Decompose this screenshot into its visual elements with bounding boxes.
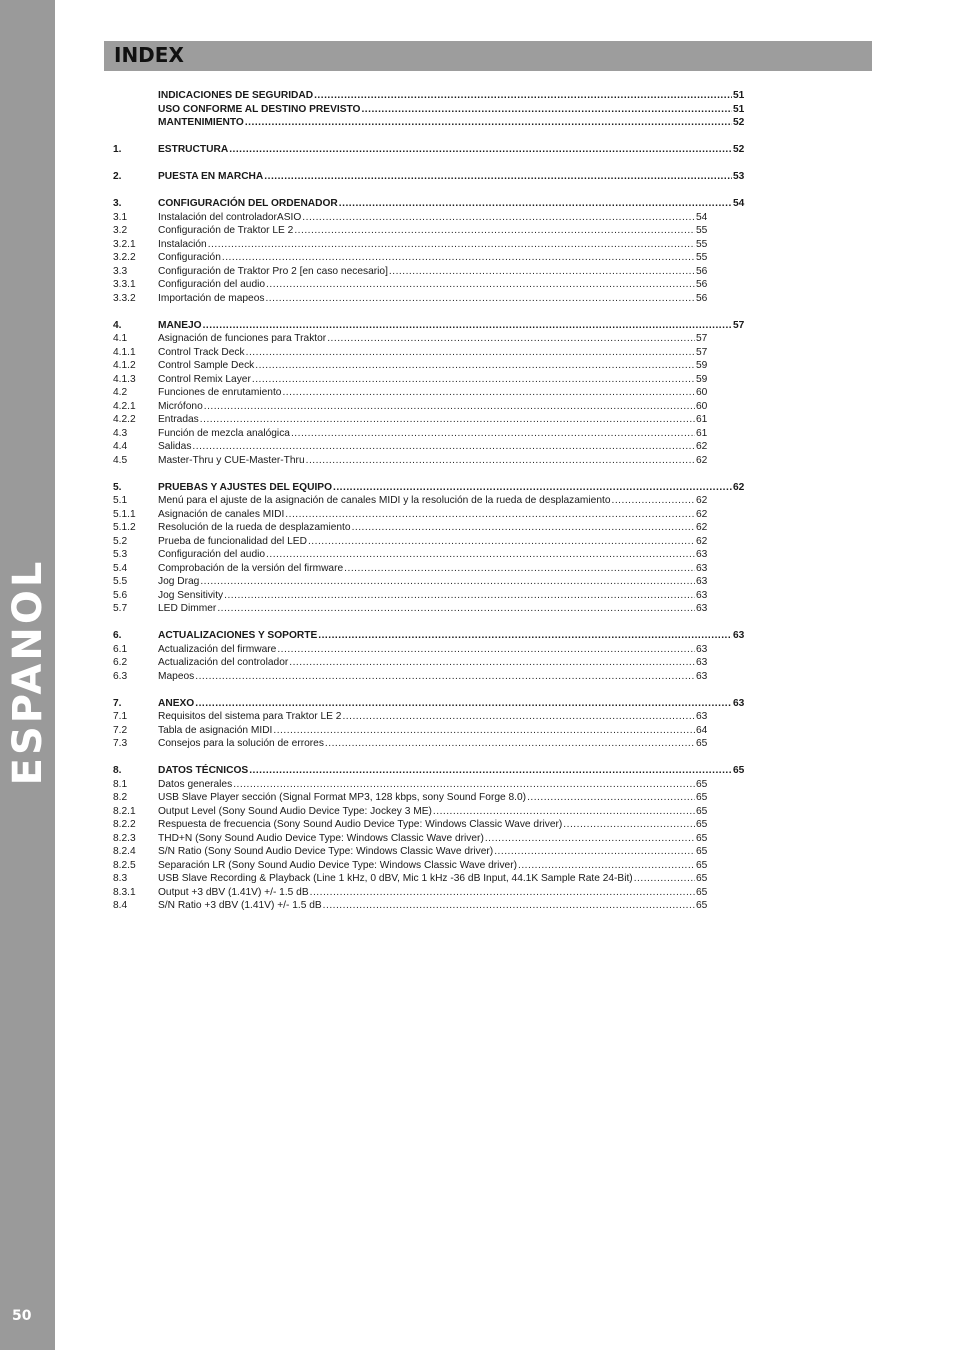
toc-entry[interactable] [113,170,753,184]
toc-dot-leader [192,440,695,454]
toc-entry[interactable] [113,859,753,873]
toc-entry-title: Tabla de asignación MIDI [158,724,273,736]
toc-entry-number: 5.6 [113,589,128,601]
toc-dot-leader [302,211,695,225]
toc-entry[interactable] [113,197,753,211]
toc-entry[interactable] [113,778,753,792]
toc-entry-page: 62 [696,535,708,547]
toc-entry-page: 63 [696,576,708,587]
toc-entry-number: 8.2.5 [113,859,136,871]
toc-dot-leader [361,103,732,117]
toc-entry-page: 65 [696,846,708,857]
toc-dot-leader [323,899,695,913]
toc-entry[interactable] [113,670,753,684]
toc-entry-page: 56 [696,279,708,290]
toc-dot-leader [200,575,695,589]
toc-entry-title: Configuración de Traktor LE 2 [158,225,294,236]
toc-entry[interactable] [113,427,753,441]
toc-entry-title: PUESTA EN MARCHA [158,171,264,182]
toc-entry[interactable] [113,103,753,117]
toc-entry[interactable] [113,818,753,832]
toc-entry-page: 63 [696,589,708,601]
toc-entry-title: CONFIGURACIÓN DEL ORDENADOR [158,198,338,209]
toc-entry-number: 8.2.4 [113,846,136,857]
toc-entry-number: 5.1.1 [113,508,136,520]
toc-entry-page: 57 [733,319,745,331]
toc-dot-leader [494,845,695,859]
toc-entry-number: 4. [113,319,122,331]
toc-entry[interactable] [113,454,753,468]
toc-entry-number: 3. [113,198,122,209]
toc-dot-leader [327,332,695,346]
toc-dot-leader [339,197,732,211]
toc-entry-number: 5.5 [113,576,128,587]
toc-entry-page: 53 [733,171,745,182]
toc-entry-page: 65 [696,900,708,911]
toc-dot-leader [285,508,695,522]
toc-entry-page: 65 [696,819,708,830]
toc-entry-title: Master-Thru y CUE-Master-Thru [158,454,305,466]
toc-entry-title: Control Track Deck [158,346,245,358]
toc-entry-page: 55 [696,225,708,236]
toc-dot-leader [527,791,695,805]
toc-entry-number: 8.2.2 [113,819,136,830]
toc-entry-title: Resolución de la rueda de desplazamiento [158,522,351,533]
toc-entry-page: 62 [696,522,708,533]
toc-entry[interactable] [113,710,753,724]
toc-entry-page: 63 [733,697,745,709]
toc-entry-number: 5.2 [113,535,128,547]
toc-dot-leader [612,494,696,508]
toc-entry-number: 7.1 [113,711,128,722]
toc-entry-title: Entradas [158,414,199,425]
toc-dot-leader [273,724,695,738]
toc-entry[interactable] [113,116,753,130]
toc-dot-leader [255,359,695,373]
toc-entry-page: 54 [696,211,708,223]
toc-entry[interactable] [113,319,753,333]
toc-entry[interactable] [113,481,753,495]
toc-entry-title: Asignación de funciones para Traktor [158,333,327,344]
toc-dot-leader [294,224,695,238]
toc-entry-title: Requisitos del sistema para Traktor LE 2 [158,711,342,722]
toc-entry-page: 62 [696,454,708,466]
toc-entry-page: 59 [696,373,708,385]
toc-entry-page: 56 [696,292,708,304]
toc-entry-title: USB Slave Player sección (Signal Format MP3, 128 kbps, sony Sound Forge 8.0) [158,792,527,803]
toc-entry-number: 8.3 [113,873,128,884]
toc-entry[interactable] [113,251,753,265]
toc-entry-page: 55 [696,238,708,250]
toc-entry[interactable] [113,373,753,387]
toc-entry-page: 57 [696,346,708,358]
toc-entry[interactable] [113,89,753,103]
toc-dot-leader [518,859,695,873]
toc-entry-page: 52 [733,144,745,155]
toc-entry-title: USO CONFORME AL DESTINO PREVISTO [158,103,361,115]
toc-entry-title: Jog Sensitivity [158,589,224,601]
toc-entry-title: ACTUALIZACIONES Y SOPORTE [158,630,318,641]
toc-entry-number: 4.2 [113,387,128,398]
toc-dot-leader [252,373,695,387]
toc-entry[interactable] [113,359,753,373]
toc-entry-title: Mapeos [158,670,195,682]
toc-entry[interactable] [113,508,753,522]
toc-entry[interactable] [113,238,753,252]
toc-entry-title: MANTENIMIENTO [158,117,244,128]
toc-entry[interactable] [113,386,753,400]
toc-dot-leader [289,656,695,670]
toc-entry-page: 62 [696,508,708,520]
toc-entry-number: 4.1.3 [113,373,136,385]
toc-dot-leader [195,697,732,711]
toc-entry-page: 54 [733,198,745,209]
toc-entry[interactable] [113,656,753,670]
toc-entry-number: 6.1 [113,643,128,655]
toc-entry[interactable] [113,224,753,238]
toc-entry[interactable] [113,643,753,657]
toc-dot-leader [204,400,695,414]
toc-entry-number: 4.4 [113,441,128,452]
toc-entry-title: Actualización del controlador [158,657,289,668]
toc-entry-page: 61 [696,427,708,439]
toc-entry[interactable] [113,292,753,306]
toc-entry-page: 63 [733,630,745,641]
toc-entry-number: 3.2 [113,225,128,236]
toc-dot-leader [485,832,695,846]
toc-dot-leader [266,278,695,292]
toc-dot-leader [333,481,732,495]
toc-entry-title: S/N Ratio +3 dBV (1.41V) +/- 1.5 dB [158,900,322,911]
toc-entry-number: 4.3 [113,427,128,439]
toc-entry-title: THD+N (Sony Sound Audio Device Type: Windows Classic Wave driver) [158,832,484,844]
toc-dot-leader [291,427,695,441]
toc-dot-leader [266,548,695,562]
toc-dot-leader [389,265,695,279]
toc-entry-title: Separación LR (Sony Sound Audio Device Type: Windows Classic Wave driver) [158,859,517,871]
toc-entry[interactable] [113,332,753,346]
toc-dot-leader [314,89,732,103]
toc-dot-leader [203,319,732,333]
toc-entry[interactable] [113,791,753,805]
toc-entry-title: Función de mezcla analógica [158,427,290,439]
toc-entry-title: Funciones de enrutamiento [158,387,282,398]
toc-dot-leader [229,143,732,157]
toc-entry-number: 8. [113,765,122,776]
toc-entry-title: Control Sample Deck [158,360,255,371]
toc-entry-title: Jog Drag [158,576,200,587]
toc-entry[interactable] [113,724,753,738]
toc-entry-number: 5. [113,481,122,493]
toc-entry-number: 4.2.1 [113,400,136,412]
toc-dot-leader [246,346,695,360]
toc-entry-number: 8.4 [113,900,128,911]
toc-entry-page: 56 [696,265,708,277]
toc-dot-leader [195,670,695,684]
toc-entry-page: 62 [696,441,708,452]
toc-entry[interactable] [113,400,753,414]
toc-entry-number: 3.3.1 [113,279,136,290]
toc-entry[interactable] [113,494,753,508]
toc-entry-page: 63 [696,549,708,560]
toc-entry-title: Importación de mapeos [158,292,265,304]
toc-entry-title: PRUEBAS Y AJUSTES DEL EQUIPO [158,481,332,493]
toc-dot-leader [264,170,732,184]
toc-entry-page: 63 [696,670,708,682]
toc-entry-title: Menú para el ajuste de la asignación de canales MIDI y la resolución de la rueda de desplazamiento [158,495,611,506]
toc-entry[interactable] [113,629,753,643]
toc-entry-page: 59 [696,360,708,371]
toc-entry[interactable] [113,278,753,292]
toc-entry-title: Configuración del audio [158,549,266,560]
toc-entry-number: 3.3 [113,265,128,277]
toc-entry-page: 65 [696,859,708,871]
toc-entry[interactable] [113,535,753,549]
toc-entry-page: 57 [696,333,708,344]
toc-entry-page: 65 [696,805,708,817]
toc-entry[interactable] [113,845,753,859]
toc-entry-page: 63 [696,643,708,655]
toc-entry[interactable] [113,440,753,454]
toc-entry-page: 60 [696,387,708,398]
toc-dot-leader [325,737,695,751]
toc-entry-title: Instalación del controladorASIO [158,211,302,223]
toc-dot-leader [344,562,695,576]
toc-dot-leader [277,643,695,657]
language-label: ESPANOL [5,558,51,786]
toc-entry-number: 3.2.1 [113,238,136,250]
toc-dot-leader [217,602,695,616]
toc-entry-page: 65 [696,778,708,790]
toc-entry-title: ANEXO [158,697,195,709]
toc-entry-title: Output +3 dBV (1.41V) +/- 1.5 dB [158,886,309,898]
toc-entry-title: Asignación de canales MIDI [158,508,285,520]
toc-entry-number: 8.2.1 [113,805,136,817]
toc-entry-title: Micrófono [158,400,203,412]
toc-entry-number: 4.5 [113,454,128,466]
toc-entry-number: 7.3 [113,738,128,749]
toc-entry-title: USB Slave Recording & Playback (Line 1 kHz, 0 dBV, Mic 1 kHz -36 dB Input, 44.1K Sample Rate 24-Bit) [158,873,633,884]
toc-dot-leader [200,413,695,427]
toc-entry-title: INDICACIONES DE SEGURIDAD [158,90,314,101]
toc-entry-page: 62 [696,495,708,506]
toc-entry-page: 64 [696,724,708,736]
toc-dot-leader [265,292,695,306]
toc-entry[interactable] [113,575,753,589]
page-number: 50 [12,1308,32,1324]
toc-entry-number: 4.1.1 [113,346,136,358]
toc-entry-number: 6.2 [113,657,128,668]
toc-dot-leader [563,818,695,832]
toc-entry[interactable] [113,589,753,603]
toc-dot-leader [306,454,695,468]
toc-entry-page: 61 [696,414,708,425]
toc-dot-leader [208,238,695,252]
toc-entry-title: Configuración del audio [158,279,266,290]
toc-entry[interactable] [113,265,753,279]
toc-entry-number: 5.1.2 [113,522,136,533]
toc-entry[interactable] [113,899,753,913]
toc-entry-number: 4.1.2 [113,360,136,371]
toc-entry[interactable] [113,521,753,535]
toc-entry-page: 65 [696,738,708,749]
toc-entry-page: 65 [696,832,708,844]
toc-dot-leader [222,251,695,265]
toc-entry-page: 65 [696,792,708,803]
table-of-contents [113,89,753,913]
toc-entry-page: 51 [733,90,745,101]
toc-entry-number: 6. [113,630,122,641]
toc-entry-page: 65 [696,873,708,884]
page-title: INDEX [114,43,184,67]
toc-entry-title: MANEJO [158,319,202,331]
toc-entry[interactable] [113,805,753,819]
toc-entry[interactable] [113,346,753,360]
toc-entry[interactable] [113,562,753,576]
toc-entry-number: 7. [113,697,122,709]
toc-entry-title: Configuración [158,252,221,263]
toc-entry-title: Actualización del firmware [158,643,277,655]
toc-entry-number: 1. [113,144,122,155]
toc-entry[interactable] [113,413,753,427]
toc-dot-leader [342,710,695,724]
toc-entry-page: 63 [696,711,708,722]
toc-dot-leader [634,872,695,886]
toc-entry[interactable] [113,737,753,751]
toc-dot-leader [433,805,695,819]
toc-entry[interactable] [113,143,753,157]
toc-entry-page: 52 [733,117,745,128]
toc-entry[interactable] [113,548,753,562]
toc-entry-page: 63 [696,657,708,668]
toc-entry-number: 7.2 [113,724,128,736]
toc-entry[interactable] [113,764,753,778]
toc-entry[interactable] [113,872,753,886]
toc-entry-number: 3.3.2 [113,292,136,304]
toc-entry[interactable] [113,211,753,225]
toc-entry[interactable] [113,886,753,900]
toc-dot-leader [282,386,695,400]
toc-entry-title: Salidas [158,441,192,452]
toc-entry-page: 62 [733,481,745,493]
toc-entry-number: 4.1 [113,333,128,344]
toc-entry-title: Configuración de Traktor Pro 2 [en caso necesario] [158,265,388,277]
toc-entry-number: 2. [113,171,122,182]
toc-entry[interactable] [113,602,753,616]
toc-dot-leader [318,629,732,643]
toc-dot-leader [245,116,732,130]
toc-dot-leader [352,521,695,535]
toc-entry-number: 3.1 [113,211,128,223]
toc-entry-title: Consejos para la solución de errores [158,738,324,749]
toc-entry-title: ESTRUCTURA [158,144,229,155]
toc-dot-leader [249,764,732,778]
toc-entry-number: 5.3 [113,549,128,560]
toc-dot-leader [310,886,695,900]
toc-entry-number: 8.2.3 [113,832,136,844]
toc-entry-page: 65 [733,765,745,776]
toc-entry-title: DATOS TÉCNICOS [158,765,249,776]
toc-entry-title: LED Dimmer [158,603,217,614]
toc-entry-title: S/N Ratio (Sony Sound Audio Device Type: Windows Classic Wave driver) [158,846,494,857]
toc-dot-leader [233,778,695,792]
toc-entry-title: Control Remix Layer [158,373,251,385]
toc-entry-title: Datos generales [158,778,233,790]
index-header [104,41,872,71]
toc-entry-number: 5.4 [113,562,128,574]
toc-entry[interactable] [113,832,753,846]
toc-dot-leader [308,535,695,549]
sidebar [0,0,55,1350]
toc-dot-leader [224,589,695,603]
toc-entry-number: 8.1 [113,778,128,790]
toc-entry-page: 63 [696,562,708,574]
toc-entry-page: 60 [696,400,708,412]
toc-entry-number: 3.2.2 [113,252,136,263]
toc-entry-title: Prueba de funcionalidad del LED [158,535,307,547]
toc-entry-number: 5.1 [113,495,128,506]
toc-entry[interactable] [113,697,753,711]
toc-entry-title: Instalación [158,238,207,250]
toc-entry-number: 5.7 [113,603,128,614]
toc-entry-page: 65 [696,886,708,898]
toc-entry-title: Output Level (Sony Sound Audio Device Type: Jockey 3 ME) [158,805,432,817]
toc-entry-number: 6.3 [113,670,128,682]
toc-entry-title: Comprobación de la versión del firmware [158,562,344,574]
toc-entry-number: 8.2 [113,792,128,803]
toc-entry-page: 51 [733,103,745,115]
toc-entry-number: 8.3.1 [113,886,136,898]
toc-entry-page: 55 [696,252,708,263]
toc-entry-number: 4.2.2 [113,414,136,425]
toc-entry-page: 63 [696,603,708,614]
toc-entry-title: Respuesta de frecuencia (Sony Sound Audio Device Type: Windows Classic Wave driver) [158,819,563,830]
